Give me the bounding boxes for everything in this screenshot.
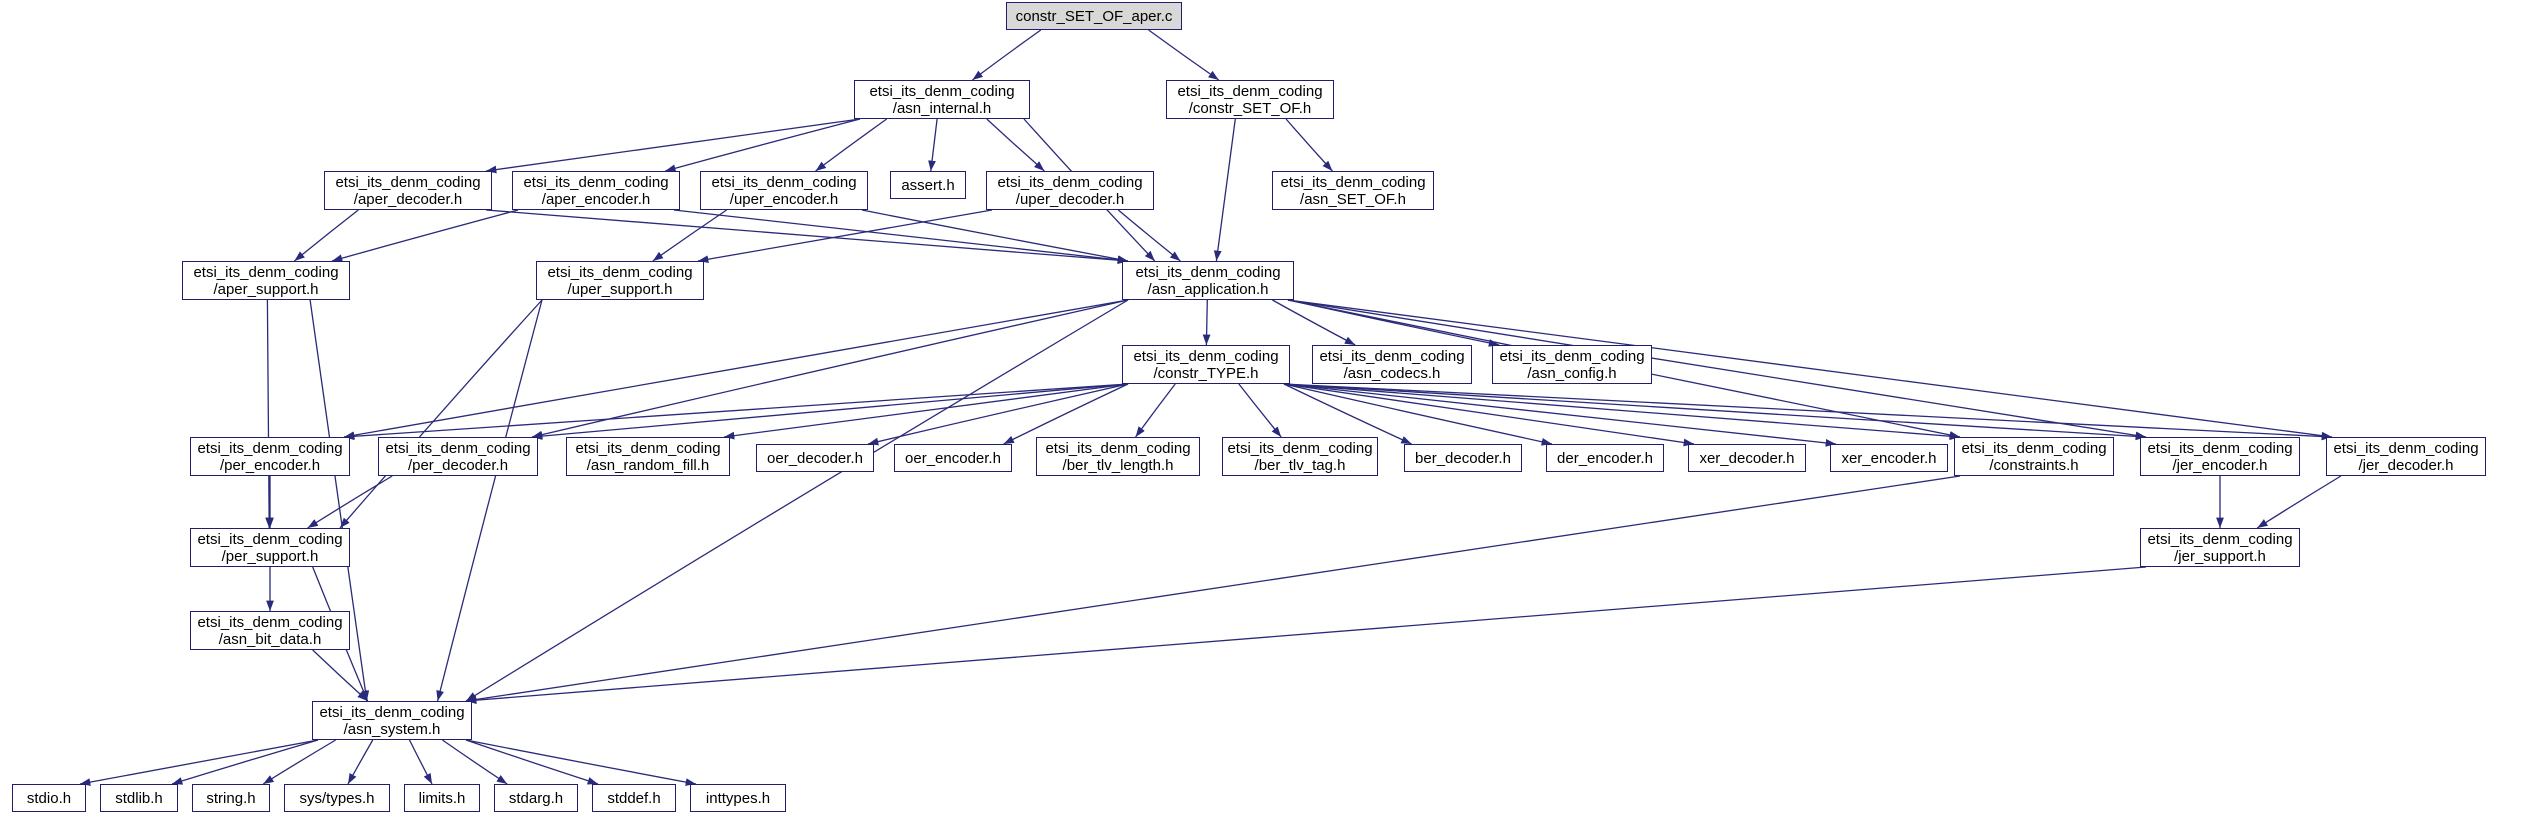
graph-node[interactable] [12,784,86,812]
graph-edge [410,740,433,784]
graph-edge [1136,384,1176,437]
graph-node[interactable] [536,261,704,300]
node-label-line2: /constr_TYPE.h [1153,364,1259,382]
graph-edge [1284,384,1552,444]
graph-edge [486,210,1128,261]
node-label-line2: /uper_support.h [567,280,673,298]
graph-node[interactable] [1830,444,1948,472]
node-label-line2: /aper_support.h [213,280,319,298]
node-label-line2: /asn_application.h [1147,280,1269,298]
graph-node[interactable] [284,784,390,812]
graph-edge [1118,210,1180,261]
graph-node[interactable] [190,437,350,476]
node-label-line1: der_encoder.h [1557,449,1653,467]
graph-node[interactable] [1546,444,1664,472]
node-label-line2: /jer_decoder.h [2358,456,2454,474]
graph-edge [438,300,542,701]
graph-node[interactable] [1122,261,1294,300]
node-label-line2: /asn_bit_data.h [218,630,322,648]
node-label-line1: limits.h [418,789,466,807]
graph-edge [1149,30,1219,80]
graph-edge [665,119,860,171]
graph-node[interactable] [986,171,1154,210]
node-label-line1: etsi_its_denm_coding [575,439,721,457]
graph-edge [987,119,1045,171]
graph-edge [1216,119,1235,261]
graph-edge [466,740,598,784]
graph-node[interactable] [2140,528,2300,567]
node-label-line1: etsi_its_denm_coding [193,263,339,281]
node-label-line2: /uper_decoder.h [1015,190,1125,208]
graph-node[interactable] [1954,437,2114,476]
node-label-line1: etsi_its_denm_coding [711,173,857,191]
node-label-line2: /per_support.h [221,547,319,565]
graph-node[interactable] [494,784,578,812]
graph-node[interactable] [1272,171,1434,210]
node-label-line2: /per_encoder.h [219,456,321,474]
node-label-line1: etsi_its_denm_coding [385,439,531,457]
graph-node[interactable] [690,784,786,812]
node-label-line1: etsi_its_denm_coding [197,530,343,548]
graph-edge [1284,384,1412,444]
graph-node[interactable] [854,80,1030,119]
node-label-line1: stdlib.h [115,789,163,807]
graph-node[interactable] [1036,437,1200,476]
graph-edge [1288,300,1499,345]
graph-node[interactable] [100,784,178,812]
node-label-line2: /asn_system.h [343,720,441,738]
node-label-line2: /aper_decoder.h [353,190,463,208]
graph-edge [816,119,887,171]
node-label-line1: xer_decoder.h [1699,449,1795,467]
node-label-line1: etsi_its_denm_coding [2147,439,2293,457]
node-label-line2: /asn_SET_OF.h [1300,190,1406,208]
graph-node[interactable] [1222,437,1378,476]
graph-edge [931,119,937,171]
node-label-line2: /ber_tlv_length.h [1062,456,1174,474]
graph-edge [862,210,1128,261]
graph-node[interactable] [190,528,350,567]
node-label-line2: /ber_tlv_tag.h [1254,456,1346,474]
graph-node[interactable] [1312,345,1472,384]
node-label-line1: etsi_its_denm_coding [2147,530,2293,548]
graph-node[interactable] [1404,444,1522,472]
graph-node[interactable] [756,444,874,472]
graph-edge [466,740,696,784]
graph-node[interactable] [1688,444,1806,472]
graph-node[interactable] [894,444,1012,472]
graph-node[interactable] [192,784,270,812]
graph-edge [724,384,1128,437]
graph-node[interactable] [700,171,868,210]
graph-edge [868,384,1128,444]
graph-edge [332,210,518,261]
node-label-line1: etsi_its_denm_coding [1499,347,1645,365]
graph-edge [1004,384,1128,444]
graph-node[interactable] [324,171,492,210]
graph-edge [1284,384,1960,437]
node-label-line1: stdio.h [26,789,72,807]
graph-edge [972,30,1040,80]
graph-edge [313,650,368,701]
node-label-line1: sys/types.h [299,789,375,807]
node-label-line1: oer_decoder.h [767,449,863,467]
graph-edge [2257,476,2341,528]
graph-edge [344,300,1128,437]
graph-edge [1286,119,1332,171]
graph-node[interactable] [2140,437,2300,476]
node-label-line2: /constraints.h [1989,456,2079,474]
node-label-line1: etsi_its_denm_coding [1045,439,1191,457]
graph-node[interactable] [182,261,350,300]
graph-node[interactable] [2326,437,2486,476]
node-label-line2: /asn_internal.h [892,99,992,117]
node-label-line2: /constr_SET_OF.h [1188,99,1312,117]
node-label-line1: etsi_its_denm_coding [523,173,669,191]
node-label-line1: etsi_its_denm_coding [335,173,481,191]
graph-edge [308,476,393,528]
graph-edge [1284,384,1694,444]
graph-edge [442,740,507,784]
node-label-line1: etsi_its_denm_coding [1961,439,2107,457]
graph-edge [263,740,335,784]
graph-edge [1284,384,1836,444]
graph-edge [344,384,1128,437]
graph-edge [1272,300,1355,345]
graph-node[interactable] [1006,2,1182,30]
graph-edge [172,740,318,784]
graph-edge [1284,384,2146,437]
node-label-line1: etsi_its_denm_coding [197,439,343,457]
graph-edge [294,210,358,261]
graph-edge [466,567,2146,701]
node-label-line1: etsi_its_denm_coding [547,263,693,281]
graph-node[interactable] [512,171,680,210]
graph-edge [532,300,1128,437]
node-label-line1: etsi_its_denm_coding [997,173,1143,191]
node-label-line1: etsi_its_denm_coding [197,613,343,631]
node-label-line1: etsi_its_denm_coding [2333,439,2479,457]
node-label-line1: etsi_its_denm_coding [1177,82,1323,100]
node-label-line1: xer_encoder.h [1841,449,1937,467]
graph-edge [466,300,1128,701]
graph-edge [698,210,992,261]
node-label-line1: etsi_its_denm_coding [1135,263,1281,281]
graph-node[interactable] [1122,345,1290,384]
node-label-line2: /uper_encoder.h [729,190,839,208]
node-label-line2: /asn_config.h [1527,364,1617,382]
graph-edge [267,300,269,528]
node-label-line1: stdarg.h [508,789,564,807]
graph-edge [1206,300,1207,345]
graph-edge [466,476,1960,701]
node-label-line2: /jer_support.h [2174,547,2266,565]
graph-node[interactable] [566,437,730,476]
node-label-line1: etsi_its_denm_coding [319,703,465,721]
node-label-line1: string.h [206,789,256,807]
node-label-line2: /aper_encoder.h [541,190,651,208]
graph-node[interactable] [190,611,350,650]
graph-edge [1239,384,1281,437]
node-label-line1: inttypes.h [705,789,771,807]
graph-edge [653,210,727,261]
graph-node[interactable] [404,784,480,812]
graph-node[interactable] [592,784,676,812]
graph-node[interactable] [1492,345,1652,384]
graph-node[interactable] [378,437,538,476]
graph-edge [1284,384,2332,437]
node-label-line1: constr_SET_OF_aper.c [1015,7,1173,25]
graph-edge [532,384,1128,437]
node-label-line2: /asn_random_fill.h [586,456,710,474]
graph-edge [674,210,1128,261]
node-label-line1: assert.h [901,176,955,194]
node-label-line2: /per_decoder.h [407,456,509,474]
graph-node[interactable] [312,701,472,740]
node-label-line1: etsi_its_denm_coding [1280,173,1426,191]
node-label-line1: etsi_its_denm_coding [1133,347,1279,365]
node-label-line2: /jer_encoder.h [2172,456,2268,474]
graph-edge [80,740,318,784]
graph-edge [348,740,373,784]
graph-node[interactable] [1166,80,1334,119]
node-label-line1: stddef.h [607,789,661,807]
node-label-line1: etsi_its_denm_coding [869,82,1015,100]
node-label-line1: etsi_its_denm_coding [1319,347,1465,365]
node-label-line1: etsi_its_denm_coding [1227,439,1373,457]
node-label-line2: /asn_codecs.h [1343,364,1441,382]
node-label-line1: ber_decoder.h [1415,449,1511,467]
graph-edge [486,119,860,171]
node-label-line1: oer_encoder.h [905,449,1001,467]
graph-edge [340,300,542,528]
graph-node[interactable] [890,171,966,199]
